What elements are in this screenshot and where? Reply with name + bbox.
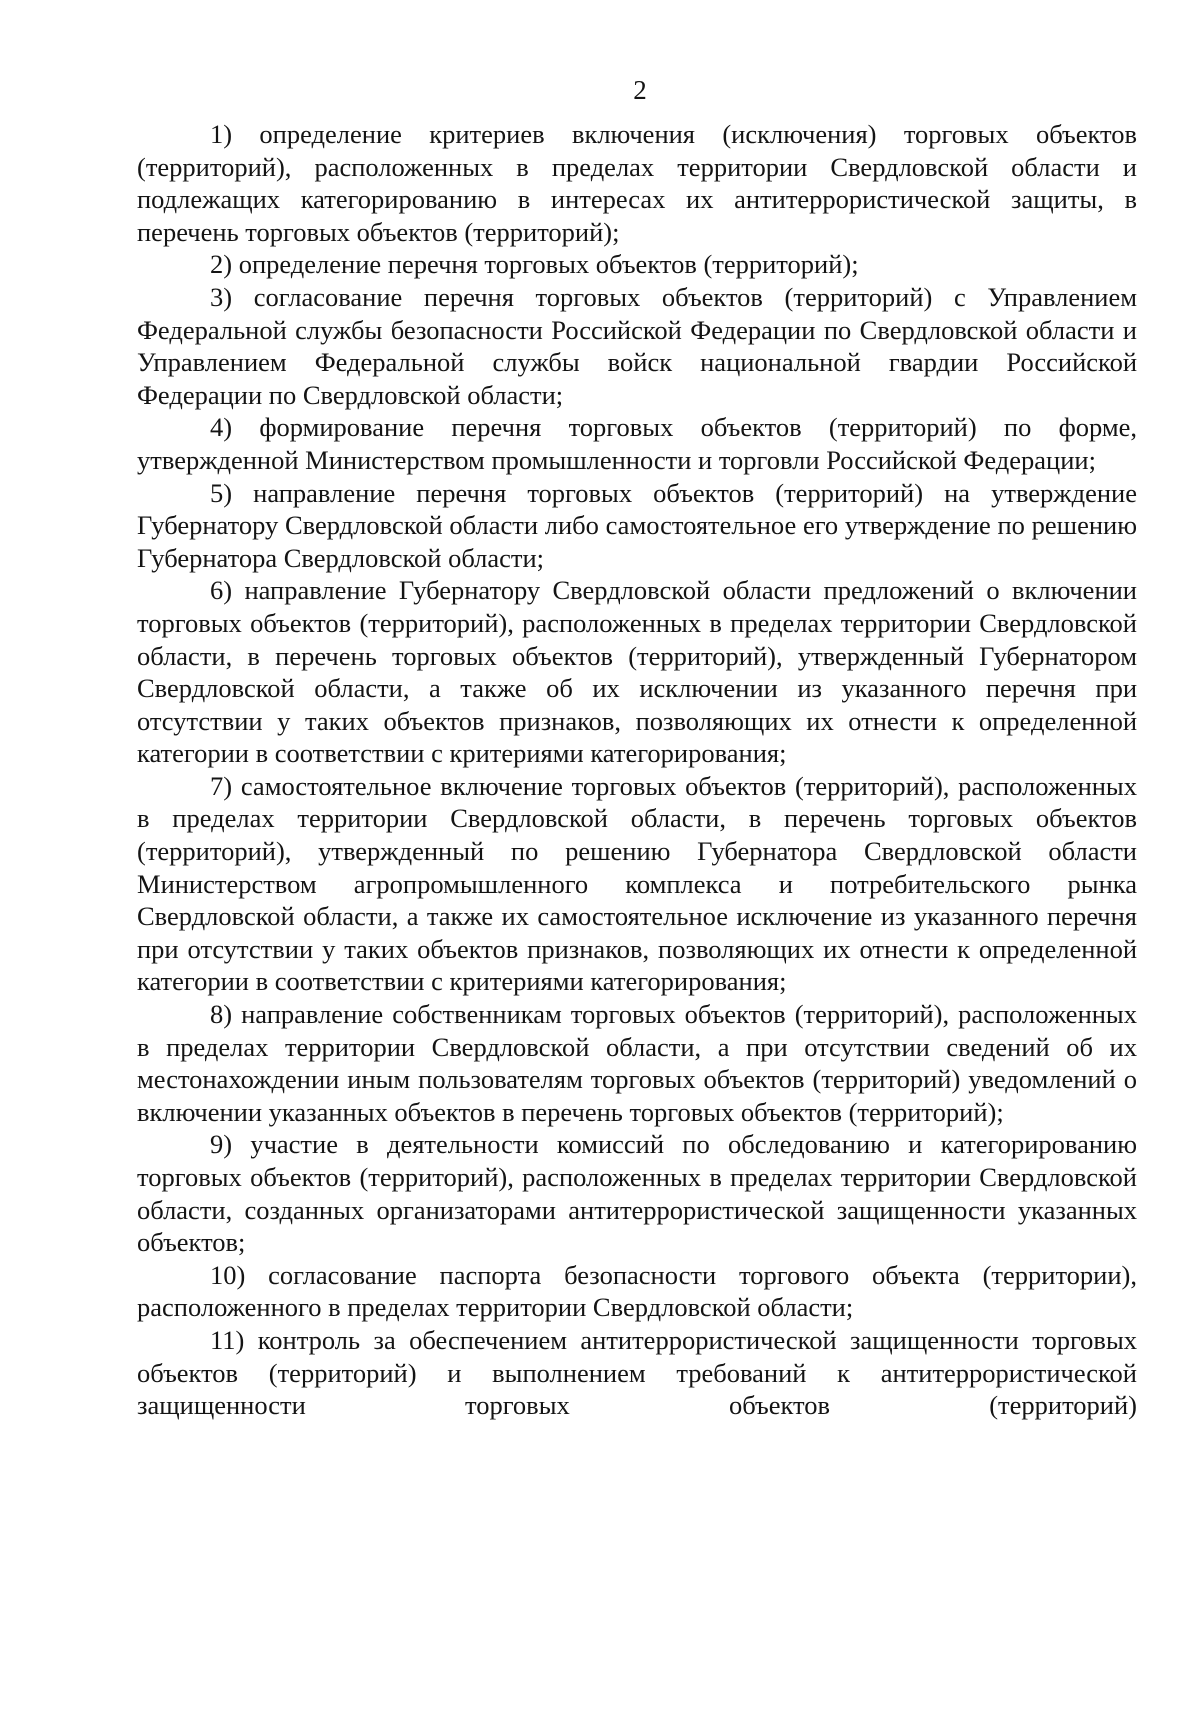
list-item-2: 2) определение перечня торговых объектов (территорий);	[210, 249, 859, 280]
list-item-7: 7) самостоятельное включение торговых объектов (территорий), расположенных в пределах территории Свердловской области, в перечень торговых объектов (территорий), утвержденный по решению Губернатора Свердловской области Министерством агропромышленного комплекса и потребительского рынка Свердловской области, а также их самостоятельное исключение из указанного перечня при отсутствии у таких объектов признаков, позволяющих их отнести к определенной категории в соответствии с критериями категорирования;	[137, 770, 1137, 997]
list-item-1: 1) определение критериев включения (исключения) торговых объектов (территорий), расположенных в пределах территории Свердловской области и подлежащих категорированию в интересах их антитеррористической защиты, в перечень торговых объектов (территорий);	[137, 119, 1137, 247]
document-body	[137, 118, 1137, 1422]
list-item-11: 11) контроль за обеспечением антитеррористической защищенности торговых объектов (территорий) и выполнением требований к антитеррористической защищенности торговых объектов (территорий)	[137, 1324, 1137, 1421]
list-item-3: 3) согласование перечня торговых объектов (территорий) с Управлением Федеральной службы безопасности Российской Федерации по Свердловской области и Управлением Федеральной службы войск национальной гвардии Российской Федерации по Свердловской области;	[137, 281, 1137, 410]
list-item-4: 4) формирование перечня торговых объектов (территорий) по форме, утвержденной Министерством промышленности и торговли Российской Федерации;	[137, 412, 1137, 475]
list-item-8: 8) направление собственникам торговых объектов (территорий), расположенных в пределах территории Свердловской области, а при отсутствии сведений об их местонахождении иным пользователям торговых объектов (территорий) уведомлений о включении указанных объектов в перечень торговых объектов (территорий);	[137, 999, 1137, 1127]
list-item-5: 5) направление перечня торговых объектов (территорий) на утверждение Губернатору Свердловской области либо самостоятельное его утверждение по решению Губернатора Свердловской области;	[137, 477, 1137, 573]
list-item-6: 6) направление Губернатору Свердловской области предложений о включении торговых объектов (территорий), расположенных в пределах территории Свердловской области, в перечень торговых объектов (территорий), утвержденный Губернатором Свердловской области, а также об их исключении из указанного перечня при отсутствии у таких объектов признаков, позволяющих их отнести к определенной категории в соответствии с критериями категорирования;	[137, 575, 1137, 769]
list-item-10: 10) согласование паспорта безопасности торгового объекта (территории), расположенного в пределах территории Свердловской области;	[137, 1259, 1137, 1323]
page-number: 2	[633, 75, 647, 105]
list-item-9: 9) участие в деятельности комиссий по обследованию и категорированию торговых объектов (территорий), расположенных в пределах территории Свердловской области, созданных организаторами антитеррористической защищенности указанных объектов;	[137, 1129, 1137, 1258]
